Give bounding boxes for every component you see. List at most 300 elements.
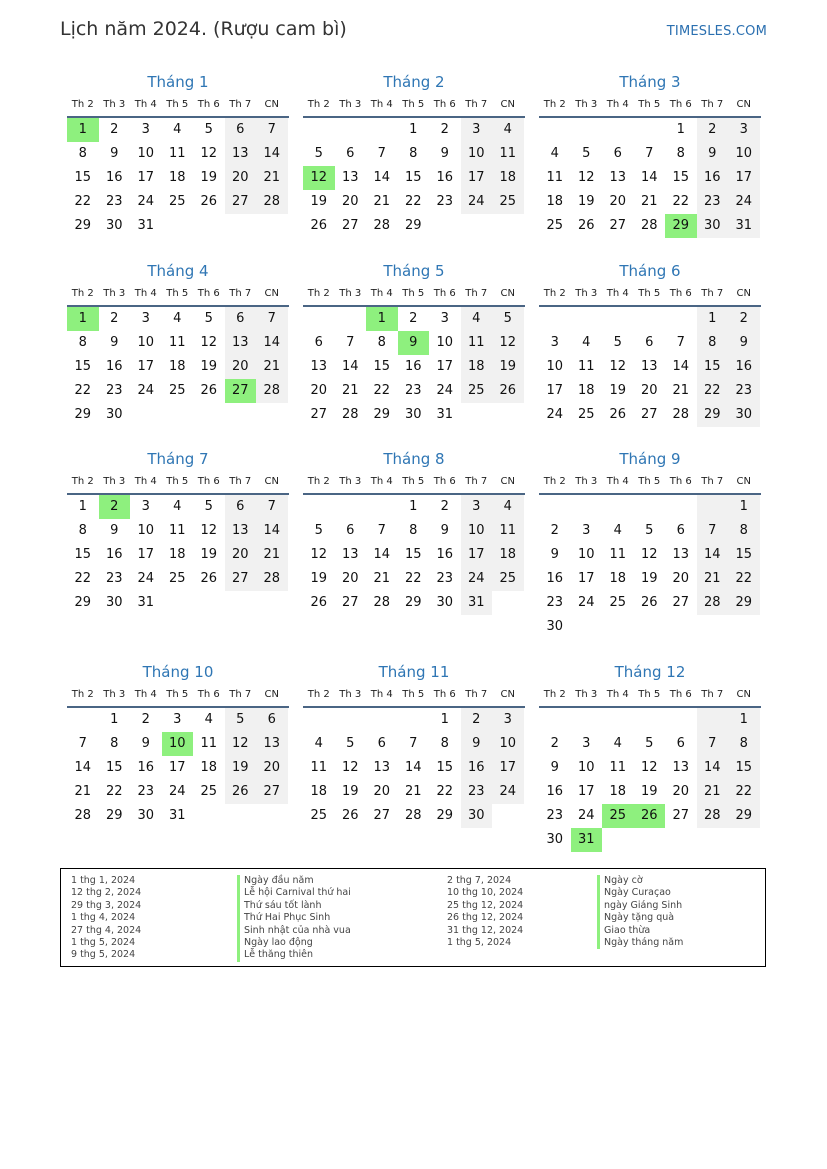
day-cell: 8 [409, 523, 418, 538]
day-cell: 22 [105, 784, 123, 799]
day-cell: 20 [341, 571, 359, 586]
empty-cell [602, 828, 634, 852]
day-cell: 26 [640, 595, 658, 610]
day-cell: 18 [461, 355, 493, 379]
day-cell: 4 [492, 118, 524, 142]
weekday-label: CN [500, 476, 515, 487]
day-cell: 8 [728, 519, 760, 543]
day-cell: 29 [404, 595, 422, 610]
day-cell: 6 [346, 146, 355, 161]
day-cell: 15 [74, 547, 92, 562]
day-cell: 16 [105, 359, 123, 374]
weekday-label: Th 2 [307, 476, 330, 487]
day-cell: 11 [546, 170, 564, 185]
empty-cell [634, 615, 666, 639]
day-cell: 6 [256, 708, 288, 732]
weekday-label: Th 6 [433, 99, 456, 110]
month-title: Tháng 6 [619, 262, 681, 280]
day-cell: 18 [546, 194, 564, 209]
day-cell: 27 [341, 218, 359, 233]
empty-cell [256, 214, 288, 238]
weekday-label: Th 7 [465, 476, 488, 487]
holiday-date: 12 thg 2, 2024 [71, 887, 142, 899]
day-cell: 20 [609, 194, 627, 209]
day-cell: 6 [676, 523, 685, 538]
day-cell: 12 [200, 146, 218, 161]
holiday-date: 25 thg 12, 2024 [447, 899, 524, 911]
day-cell: 24 [577, 808, 595, 823]
day-cell: 13 [225, 142, 257, 166]
day-cell: 25 [546, 218, 564, 233]
day-cell: 16 [137, 760, 155, 775]
day-cell: 7 [256, 495, 288, 519]
day-cell: 19 [200, 547, 218, 562]
holiday-name: Ngày lao động [237, 937, 351, 949]
day-cell: 27 [341, 595, 359, 610]
day-cell: 20 [225, 166, 257, 190]
weekday-label: Th 2 [71, 476, 94, 487]
day-cell: 3 [141, 499, 150, 514]
weekday-label: CN [264, 476, 279, 487]
day-cell: 23 [137, 784, 155, 799]
day-cell: 22 [74, 194, 92, 209]
day-cell: 12 [200, 523, 218, 538]
day-cell: 2 [550, 736, 559, 751]
weekday-header [303, 283, 525, 307]
day-cell: 14 [373, 547, 391, 562]
day-cell: 16 [436, 547, 454, 562]
day-cell: 29 [74, 407, 92, 422]
day-cell: 10 [577, 547, 595, 562]
day-cell: 25 [168, 571, 186, 586]
weekday-label: Th 7 [229, 288, 252, 299]
empty-cell [697, 828, 729, 852]
weekday-label: Th 5 [402, 99, 425, 110]
day-cell: 18 [609, 571, 627, 586]
day-cell: 23 [105, 383, 123, 398]
day-cell: 23 [546, 595, 564, 610]
holiday-day: 1 [67, 118, 99, 142]
empty-cell [193, 214, 225, 238]
day-cell: 16 [697, 166, 729, 190]
empty-cell [225, 403, 257, 427]
day-cell: 13 [672, 760, 690, 775]
day-cell: 22 [404, 571, 422, 586]
month-block [67, 259, 289, 427]
empty-cell [665, 495, 697, 519]
day-cell: 5 [225, 708, 257, 732]
site-link[interactable]: TIMESLES.COM [666, 24, 767, 39]
weekday-label: Th 6 [197, 288, 220, 299]
weekday-label: Th 6 [669, 99, 692, 110]
holiday-day: 27 [225, 379, 257, 403]
day-cell: 8 [377, 335, 386, 350]
day-cell: 11 [168, 146, 186, 161]
empty-cell [602, 495, 634, 519]
empty-cell [665, 307, 697, 331]
day-cell: 2 [440, 122, 449, 137]
day-cell: 8 [78, 335, 87, 350]
day-cell: 15 [74, 359, 92, 374]
day-cell: 18 [609, 784, 627, 799]
day-cell: 22 [728, 780, 760, 804]
day-cell: 20 [225, 355, 257, 379]
weekday-label: Th 5 [638, 288, 661, 299]
day-cell: 18 [168, 359, 186, 374]
day-cell: 8 [78, 146, 87, 161]
empty-cell [571, 495, 603, 519]
day-cell: 4 [173, 311, 182, 326]
day-cell: 23 [105, 571, 123, 586]
day-cell: 17 [137, 359, 155, 374]
days-grid [303, 495, 525, 615]
weekday-header [67, 94, 289, 118]
empty-cell [303, 118, 335, 142]
day-cell: 11 [609, 760, 627, 775]
day-cell: 13 [256, 732, 288, 756]
day-cell: 16 [436, 170, 454, 185]
day-cell: 5 [314, 523, 323, 538]
day-cell: 27 [310, 407, 328, 422]
day-cell: 27 [640, 407, 658, 422]
day-cell: 19 [310, 194, 328, 209]
empty-cell [335, 118, 367, 142]
days-grid [303, 307, 525, 427]
day-cell: 25 [492, 190, 524, 214]
day-cell: 18 [492, 166, 524, 190]
weekday-label: Th 2 [543, 476, 566, 487]
empty-cell [634, 307, 666, 331]
day-cell: 14 [256, 142, 288, 166]
month-block [67, 70, 289, 238]
month-block [303, 447, 525, 615]
day-cell: 16 [546, 784, 564, 799]
day-cell: 24 [168, 784, 186, 799]
empty-cell [130, 403, 162, 427]
day-cell: 17 [168, 760, 186, 775]
day-cell: 31 [461, 591, 493, 615]
day-cell: 5 [346, 736, 355, 751]
day-cell: 13 [373, 760, 391, 775]
day-cell: 21 [404, 784, 422, 799]
holiday-day: 9 [398, 331, 430, 355]
day-cell: 7 [377, 523, 386, 538]
weekday-label: Th 4 [606, 99, 629, 110]
days-grid [539, 495, 761, 639]
empty-cell [461, 214, 493, 238]
day-cell: 7 [256, 307, 288, 331]
weekday-label: CN [264, 99, 279, 110]
day-cell: 12 [341, 760, 359, 775]
empty-cell [225, 804, 257, 828]
day-cell: 23 [105, 194, 123, 209]
holiday-date: 1 thg 1, 2024 [71, 875, 136, 886]
day-cell: 24 [546, 407, 564, 422]
weekday-label: CN [736, 288, 751, 299]
day-cell: 6 [676, 736, 685, 751]
day-cell: 1 [110, 712, 119, 727]
day-cell: 17 [577, 571, 595, 586]
day-cell: 4 [314, 736, 323, 751]
day-cell: 2 [550, 523, 559, 538]
day-cell: 25 [168, 194, 186, 209]
day-cell: 4 [550, 146, 559, 161]
day-cell: 15 [105, 760, 123, 775]
empty-cell [366, 118, 398, 142]
day-cell: 28 [256, 379, 288, 403]
weekday-label: Th 7 [465, 99, 488, 110]
day-cell: 6 [314, 335, 323, 350]
day-cell: 9 [728, 331, 760, 355]
weekday-label: Th 2 [307, 689, 330, 700]
empty-cell [256, 591, 288, 615]
day-cell: 2 [110, 311, 119, 326]
day-cell: 28 [341, 407, 359, 422]
day-cell: 5 [645, 736, 654, 751]
day-cell: 30 [728, 403, 760, 427]
holiday-name: Thứ Hai Phục Sinh [237, 912, 351, 924]
day-cell: 13 [225, 331, 257, 355]
day-cell: 21 [373, 571, 391, 586]
weekday-label: Th 3 [339, 288, 362, 299]
weekday-label: Th 7 [701, 288, 724, 299]
day-cell: 3 [141, 122, 150, 137]
day-cell: 1 [728, 708, 760, 732]
holiday-names-col-1 [237, 875, 351, 962]
day-cell: 6 [225, 307, 257, 331]
empty-cell [492, 804, 524, 828]
day-cell: 12 [640, 547, 658, 562]
empty-cell [602, 708, 634, 732]
month-title: Tháng 10 [142, 663, 214, 681]
month-block [303, 660, 525, 828]
empty-cell [303, 307, 335, 331]
empty-cell [256, 403, 288, 427]
day-cell: 23 [728, 379, 760, 403]
day-cell: 21 [256, 355, 288, 379]
day-cell: 10 [137, 146, 155, 161]
day-cell: 13 [640, 359, 658, 374]
weekday-label: Th 3 [575, 288, 598, 299]
empty-cell [665, 615, 697, 639]
day-cell: 12 [200, 335, 218, 350]
day-cell: 11 [200, 736, 218, 751]
empty-cell [697, 615, 729, 639]
weekday-label: Th 4 [370, 99, 393, 110]
day-cell: 6 [225, 495, 257, 519]
weekday-label: Th 4 [134, 476, 157, 487]
day-cell: 5 [613, 335, 622, 350]
empty-cell [571, 615, 603, 639]
weekday-label: Th 3 [339, 689, 362, 700]
day-cell: 28 [697, 591, 729, 615]
day-cell: 17 [546, 383, 564, 398]
month-title: Tháng 7 [147, 450, 209, 468]
day-cell: 26 [310, 595, 328, 610]
weekday-label: Th 5 [166, 288, 189, 299]
day-cell: 18 [492, 543, 524, 567]
empty-cell [335, 307, 367, 331]
day-cell: 12 [492, 331, 524, 355]
weekday-label: Th 4 [370, 689, 393, 700]
weekday-header [539, 684, 761, 708]
weekday-label: Th 2 [71, 288, 94, 299]
weekday-label: Th 3 [103, 288, 126, 299]
day-cell: 22 [436, 784, 454, 799]
month-title: Tháng 12 [614, 663, 686, 681]
weekday-label: Th 6 [669, 476, 692, 487]
day-cell: 5 [645, 523, 654, 538]
day-cell: 3 [440, 311, 449, 326]
day-cell: 12 [609, 359, 627, 374]
month-title: Tháng 2 [383, 73, 445, 91]
weekday-label: Th 4 [606, 689, 629, 700]
day-cell: 15 [404, 547, 422, 562]
month-title: Tháng 1 [147, 73, 209, 91]
month-title: Tháng 3 [619, 73, 681, 91]
day-cell: 26 [200, 571, 218, 586]
weekday-label: Th 4 [134, 689, 157, 700]
day-cell: 26 [225, 780, 257, 804]
day-cell: 1 [409, 499, 418, 514]
weekday-label: CN [500, 99, 515, 110]
day-cell: 27 [373, 808, 391, 823]
day-cell: 19 [225, 756, 257, 780]
day-cell: 4 [492, 495, 524, 519]
day-cell: 14 [373, 170, 391, 185]
empty-cell [539, 495, 571, 519]
day-cell: 4 [173, 499, 182, 514]
days-grid [539, 708, 761, 852]
weekday-header [67, 471, 289, 495]
day-cell: 10 [436, 335, 454, 350]
weekday-label: Th 5 [638, 99, 661, 110]
days-grid [539, 118, 761, 238]
day-cell: 10 [577, 760, 595, 775]
day-cell: 19 [609, 383, 627, 398]
day-cell: 3 [582, 736, 591, 751]
day-cell: 27 [672, 808, 690, 823]
day-cell: 9 [550, 547, 559, 562]
day-cell: 26 [577, 218, 595, 233]
day-cell: 5 [314, 146, 323, 161]
weekday-label: Th 7 [229, 99, 252, 110]
day-cell: 30 [546, 832, 564, 847]
weekday-label: Th 5 [166, 689, 189, 700]
empty-cell [539, 307, 571, 331]
day-cell: 2 [697, 118, 729, 142]
day-cell: 7 [78, 736, 87, 751]
holiday-name: Ngày tháng năm [597, 937, 683, 949]
holiday-name: Ngày Curaçao [597, 887, 683, 899]
day-cell: 2 [461, 708, 493, 732]
day-cell: 15 [373, 359, 391, 374]
holiday-date: 1 thg 5, 2024 [71, 937, 136, 949]
day-cell: 10 [546, 359, 564, 374]
day-cell: 25 [310, 808, 328, 823]
day-cell: 21 [672, 383, 690, 398]
day-cell: 28 [640, 218, 658, 233]
weekday-label: CN [500, 288, 515, 299]
weekday-label: Th 4 [134, 288, 157, 299]
weekday-label: Th 6 [197, 689, 220, 700]
day-cell: 4 [173, 122, 182, 137]
day-cell: 14 [404, 760, 422, 775]
day-cell: 21 [341, 383, 359, 398]
day-cell: 25 [577, 407, 595, 422]
holiday-day: 1 [67, 307, 99, 331]
day-cell: 25 [492, 567, 524, 591]
day-cell: 14 [341, 359, 359, 374]
day-cell: 22 [404, 194, 422, 209]
holiday-date: 1 thg 4, 2024 [71, 912, 136, 924]
holiday-date: 31 thg 12, 2024 [447, 924, 524, 936]
day-cell: 3 [550, 335, 559, 350]
month-title: Tháng 8 [383, 450, 445, 468]
weekday-label: Th 3 [575, 99, 598, 110]
weekday-label: CN [736, 476, 751, 487]
weekday-label: Th 7 [465, 689, 488, 700]
day-cell: 29 [74, 595, 92, 610]
weekday-header [539, 283, 761, 307]
weekday-label: Th 5 [402, 689, 425, 700]
weekday-label: Th 7 [229, 476, 252, 487]
day-cell: 15 [436, 760, 454, 775]
day-cell: 24 [137, 194, 155, 209]
day-cell: 13 [672, 547, 690, 562]
day-cell: 8 [676, 146, 685, 161]
day-cell: 4 [582, 335, 591, 350]
day-cell: 15 [697, 355, 729, 379]
empty-cell [602, 307, 634, 331]
holiday-day: 12 [303, 166, 335, 190]
day-cell: 30 [105, 407, 123, 422]
day-cell: 24 [461, 190, 493, 214]
day-cell: 17 [492, 756, 524, 780]
day-cell: 8 [409, 146, 418, 161]
day-cell: 27 [672, 595, 690, 610]
day-cell: 16 [546, 571, 564, 586]
day-cell: 16 [105, 547, 123, 562]
holiday-day: 29 [665, 214, 697, 238]
day-cell: 27 [225, 567, 257, 591]
day-cell: 8 [728, 732, 760, 756]
day-cell: 30 [546, 619, 564, 634]
day-cell: 14 [697, 543, 729, 567]
day-cell: 10 [728, 142, 760, 166]
day-cell: 12 [577, 170, 595, 185]
day-cell: 3 [461, 495, 493, 519]
day-cell: 17 [137, 547, 155, 562]
empty-cell [162, 214, 194, 238]
month-block [539, 660, 761, 852]
day-cell: 20 [225, 543, 257, 567]
day-cell: 24 [436, 383, 454, 398]
holiday-day: 1 [366, 307, 398, 331]
day-cell: 11 [609, 547, 627, 562]
weekday-label: Th 6 [669, 689, 692, 700]
days-grid [67, 118, 289, 238]
holiday-date: 1 thg 5, 2024 [447, 937, 512, 949]
day-cell: 9 [110, 146, 119, 161]
day-cell: 7 [346, 335, 355, 350]
month-block [539, 259, 761, 427]
day-cell: 20 [256, 756, 288, 780]
day-cell: 2 [728, 307, 760, 331]
day-cell: 2 [141, 712, 150, 727]
day-cell: 28 [373, 218, 391, 233]
weekday-label: Th 3 [339, 99, 362, 110]
